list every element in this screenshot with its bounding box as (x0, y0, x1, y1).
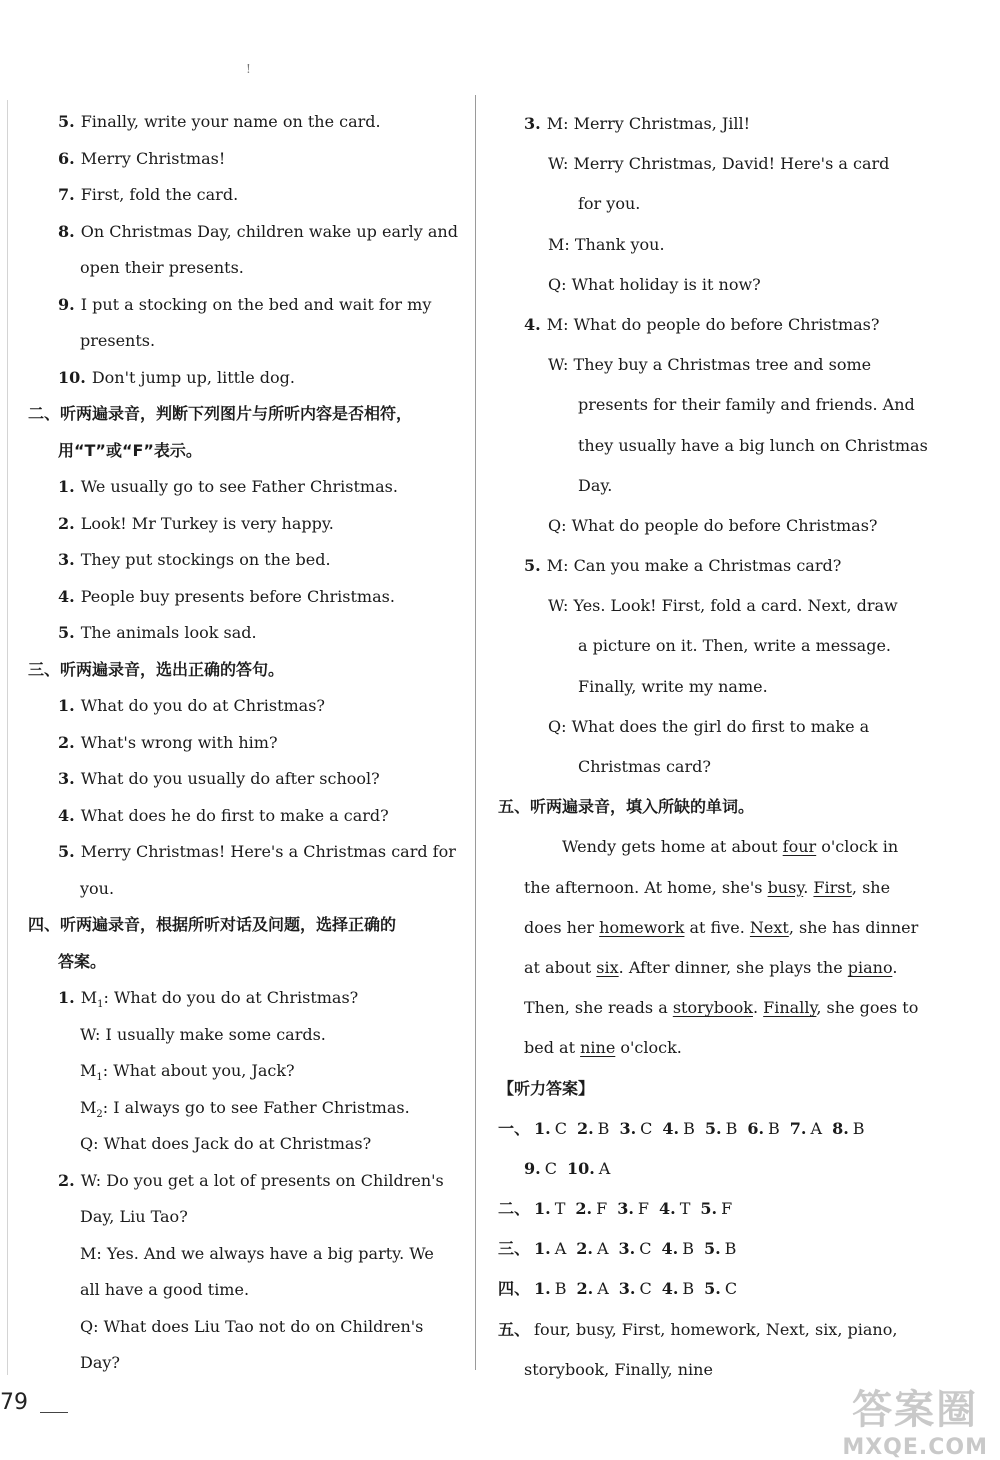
text-line (28, 542, 468, 579)
passage-line: at about six. After dinner, she plays the piano. (524, 957, 898, 977)
top-mark: ! (246, 62, 251, 76)
answer-item: 4. B (661, 1239, 694, 1259)
answer-word: homework (599, 917, 685, 937)
line-text: Q: What does Liu Tao not do on Children's (80, 1316, 424, 1336)
line-text: M: Yes. And we always have a big party. We (80, 1243, 434, 1263)
answer-item: 5. B (704, 1118, 738, 1138)
text-line (28, 834, 468, 871)
speaker: M (80, 988, 98, 1007)
line-text: Merry Christmas! Here's a Christmas card for (80, 842, 456, 861)
dialogue-line: $M_1$: What about you, Jack? (80, 1061, 295, 1084)
watermark-logo: 答案圈 (852, 1387, 979, 1433)
text-line (498, 385, 930, 425)
speaker: M (80, 1097, 97, 1117)
answer-word: Next (749, 917, 789, 937)
line-text: Christmas card? (578, 757, 711, 776)
answer-row: storybook, Finally, nine (524, 1359, 713, 1379)
text-line (28, 615, 468, 652)
page-edge-line (7, 100, 8, 1375)
answer-word: busy (767, 877, 804, 897)
text-line (28, 323, 468, 360)
answer-item: 2. B (576, 1118, 610, 1138)
line-text: They put stockings on the bed. (80, 550, 331, 569)
text-line (28, 579, 468, 616)
text-line (28, 798, 468, 835)
right-column (498, 104, 930, 1390)
passage-line: Then, she reads a storybook. Finally, she goes to (524, 998, 919, 1018)
line-text: What about you, Jack? (113, 1061, 295, 1080)
text-line (28, 1236, 468, 1273)
answer-word: piano (847, 957, 893, 977)
answer-item: 6. B (747, 1118, 780, 1138)
line-text: all have a good time. (80, 1280, 250, 1299)
text-line (28, 1163, 468, 1200)
line-text: M: Merry Christmas, Jill! (546, 114, 751, 133)
text-line (28, 214, 468, 251)
line-text: W: Yes. Look! First, fold a card. Next, draw (548, 596, 898, 616)
answer-item: 3. C (618, 1239, 652, 1259)
answer-item: 4. B (661, 1279, 695, 1299)
text-line (28, 725, 468, 762)
text-line (498, 305, 930, 345)
line-text: We usually go to see Father Christmas. (80, 477, 398, 496)
text-line (498, 345, 930, 385)
text-line (28, 287, 468, 324)
text-line (28, 177, 468, 214)
watermark (842, 1378, 988, 1460)
dialogue-line: W: I usually make some cards. (80, 1024, 326, 1044)
answer-item: 5. F (700, 1199, 733, 1219)
line-text: presents. (80, 331, 156, 350)
answer-item: 8. B (832, 1118, 865, 1138)
line-text: What do you do at Christmas? (80, 696, 325, 715)
answer-word: four (782, 837, 817, 857)
answer-word: nine (580, 1038, 616, 1058)
answer-word: First (813, 877, 852, 897)
text-line (28, 1199, 468, 1236)
text-line (28, 871, 468, 908)
line-text: Look! Mr Turkey is very happy. (80, 513, 334, 533)
text-line (498, 144, 930, 184)
item-number: 3. (58, 769, 75, 788)
item-number: 2. (58, 732, 75, 752)
item-number: 10. (58, 367, 86, 387)
item-number: 1. (58, 988, 75, 1007)
line-text: they usually have a big lunch on Christmas (578, 435, 928, 455)
line-text: M: What do people do before Christmas? (546, 314, 880, 334)
column-divider (475, 95, 476, 1370)
line-text: you. (80, 878, 115, 898)
answer-item: 3. C (619, 1118, 653, 1138)
answer-item: 4. T (659, 1199, 691, 1219)
line-text: M: Thank you. (548, 234, 665, 254)
answer-item: 2. A (576, 1239, 609, 1259)
answer-item: 5. B (703, 1239, 737, 1259)
passage-line: the afternoon. At home, she's busy. First, she (524, 877, 891, 897)
answer-item: 9. C (524, 1158, 557, 1178)
answer-item: 1. T (534, 1199, 566, 1219)
text-line (498, 707, 930, 747)
answer-item: 10. A (566, 1158, 611, 1178)
line-text: presents for their family and friends. And (578, 395, 915, 415)
line-text: Day, Liu Tao? (80, 1207, 188, 1226)
answer-row (498, 1149, 930, 1189)
answer-item: 3. F (617, 1199, 650, 1219)
speaker-sub: 1 (97, 999, 104, 1011)
text-line (28, 688, 468, 725)
text-line (498, 626, 930, 666)
answer-row: 四、 1. B 2. A 3. C 4. B 5. C (498, 1279, 738, 1299)
item-number: 2. (58, 513, 75, 533)
speaker-sub: 2 (96, 1108, 103, 1120)
item-number: 1. (58, 477, 75, 496)
answer-word: six (596, 957, 619, 977)
text-line (28, 104, 468, 141)
line-text: W: Merry Christmas, David! Here's a card (548, 154, 890, 174)
line-text: open their presents. (80, 258, 244, 277)
answers-heading: 【听力答案】 (498, 1078, 595, 1098)
item-number: 5. (58, 842, 75, 861)
text-line (28, 141, 468, 178)
text-line (498, 546, 930, 586)
line-text: M: Can you make a Christmas card? (546, 556, 842, 576)
answer-item: 2. A (576, 1279, 609, 1299)
line-text: What do you do at Christmas? (113, 988, 359, 1007)
text-line (498, 586, 930, 626)
section-heading-4: 四、听两遍录音，根据所听对话及问题，选择正确的 (28, 915, 397, 934)
cloze-passage (498, 827, 930, 1068)
dialogue-line: 1. $M_1$: What do you do at Christmas? (58, 988, 359, 1011)
line-text: I put a stocking on the bed and wait for my (80, 294, 432, 314)
answer-row: 五、 four, busy, First, homework, Next, six, piano, (498, 1319, 898, 1339)
text-line (498, 265, 930, 305)
line-text: for you. (578, 194, 641, 214)
line-text: a picture on it. Then, write a message. (578, 636, 892, 656)
section-heading-2: 二、听两遍录音，判断下列图片与所听内容是否相符， (28, 404, 413, 423)
page-number: 79 (0, 1390, 28, 1415)
answer-item: 1. A (534, 1239, 567, 1259)
item-number: 9. (58, 294, 75, 314)
text-line (498, 667, 930, 707)
answer-item: 1. B (534, 1279, 567, 1299)
item-number: 3. (58, 550, 75, 569)
dialogue-line: Q: What does Jack do at Christmas? (80, 1134, 372, 1153)
line-text: First, fold the card. (80, 185, 239, 204)
text-line (28, 1272, 468, 1309)
section-heading-3: 三、听两遍录音，选出正确的答句。 (28, 659, 285, 679)
line-text: The animals look sad. (80, 623, 257, 642)
item-number: 4. (524, 314, 541, 334)
text-line (498, 225, 930, 265)
text-line (28, 506, 468, 543)
item-number: 8. (58, 221, 75, 241)
line-text: W: They buy a Christmas tree and some (548, 355, 872, 375)
text-line (498, 184, 930, 224)
speaker: M (80, 1061, 97, 1080)
answer-item: 4. B (662, 1118, 695, 1138)
line-text: I always go to see Father Christmas. (113, 1097, 410, 1117)
speaker-sub: 1 (96, 1072, 103, 1084)
answer-word: storybook (672, 998, 753, 1018)
answer-item: 1. C (534, 1118, 567, 1138)
item-number: 6. (58, 148, 75, 168)
line-text: People buy presents before Christmas. (80, 586, 395, 606)
left-column (28, 104, 468, 1382)
line-text: What does he do first to make a card? (80, 805, 389, 825)
item-number: 5. (58, 112, 75, 131)
line-text: Q: What does the girl do first to make a (548, 716, 870, 736)
answer-word: Finally (763, 998, 817, 1018)
line-text: Finally, write your name on the card. (80, 112, 381, 131)
dialogue-1 (28, 980, 468, 1163)
section-heading-5: 五、听两遍录音，填入所缺的单词。 (498, 797, 755, 817)
text-line (28, 1309, 468, 1346)
item-number: 5. (58, 623, 75, 642)
line-text: Merry Christmas! (80, 148, 226, 168)
line-text: Q: What do people do before Christmas? (548, 515, 878, 535)
text-line (28, 469, 468, 506)
text-line (28, 360, 468, 397)
line-text: What do you usually do after school? (80, 769, 380, 788)
item-number: 4. (58, 586, 75, 606)
item-number: 1. (58, 696, 75, 715)
text-line (28, 250, 468, 287)
answer-key (498, 1109, 930, 1390)
section-heading-2-cont: 用“T”或“F”表示。 (58, 440, 202, 460)
watermark-site: MXQE.COM (842, 1435, 988, 1460)
item-number: 7. (58, 185, 75, 204)
answer-row: 一、 1. C 2. B 3. C 4. B 5. B 6. B 7. A 8. B (498, 1118, 865, 1138)
answer-row: 二、 1. T 2. F 3. F 4. T 5. F (498, 1199, 733, 1219)
text-line (498, 747, 930, 787)
line-text: W: Do you get a lot of presents on Children's (80, 1170, 444, 1190)
item-number: 3. (524, 114, 541, 133)
passage-line: bed at nine o'clock. (524, 1038, 682, 1058)
line-text: On Christmas Day, children wake up early and (80, 221, 458, 241)
text-line (498, 426, 930, 466)
page-number-rule (40, 1412, 68, 1413)
text-line (498, 466, 930, 506)
text-line (498, 506, 930, 546)
item-number: 2. (58, 1170, 75, 1190)
text-line (28, 761, 468, 798)
passage-line: Wendy gets home at about four o'clock in (562, 837, 899, 857)
answer-item: 7. A (789, 1118, 823, 1138)
line-text: Day. (578, 475, 613, 495)
answer-item: 5. C (704, 1279, 738, 1299)
answer-item: 3. C (618, 1279, 652, 1299)
answer-row: 三、 1. A 2. A 3. C 4. B 5. B (498, 1239, 737, 1259)
text-line (498, 104, 930, 144)
answer-item: 2. F (575, 1199, 608, 1219)
section-heading-4-cont: 答案。 (58, 951, 107, 971)
line-text: Finally, write my name. (578, 676, 768, 696)
line-text: Don't jump up, little dog. (91, 367, 295, 387)
line-text: Q: What holiday is it now? (548, 274, 761, 294)
item-number: 4. (58, 805, 75, 825)
passage-line: does her homework at five. Next, she has dinner (524, 917, 919, 937)
text-line (28, 1345, 468, 1382)
dialogue-line: $M_2$: I always go to see Father Christmas. (80, 1097, 410, 1120)
line-text: What's wrong with him? (80, 732, 278, 752)
line-text: Day? (80, 1353, 120, 1372)
item-number: 5. (524, 556, 541, 576)
answer-words: four, busy, First, homework, Next, six, piano, (534, 1319, 898, 1339)
